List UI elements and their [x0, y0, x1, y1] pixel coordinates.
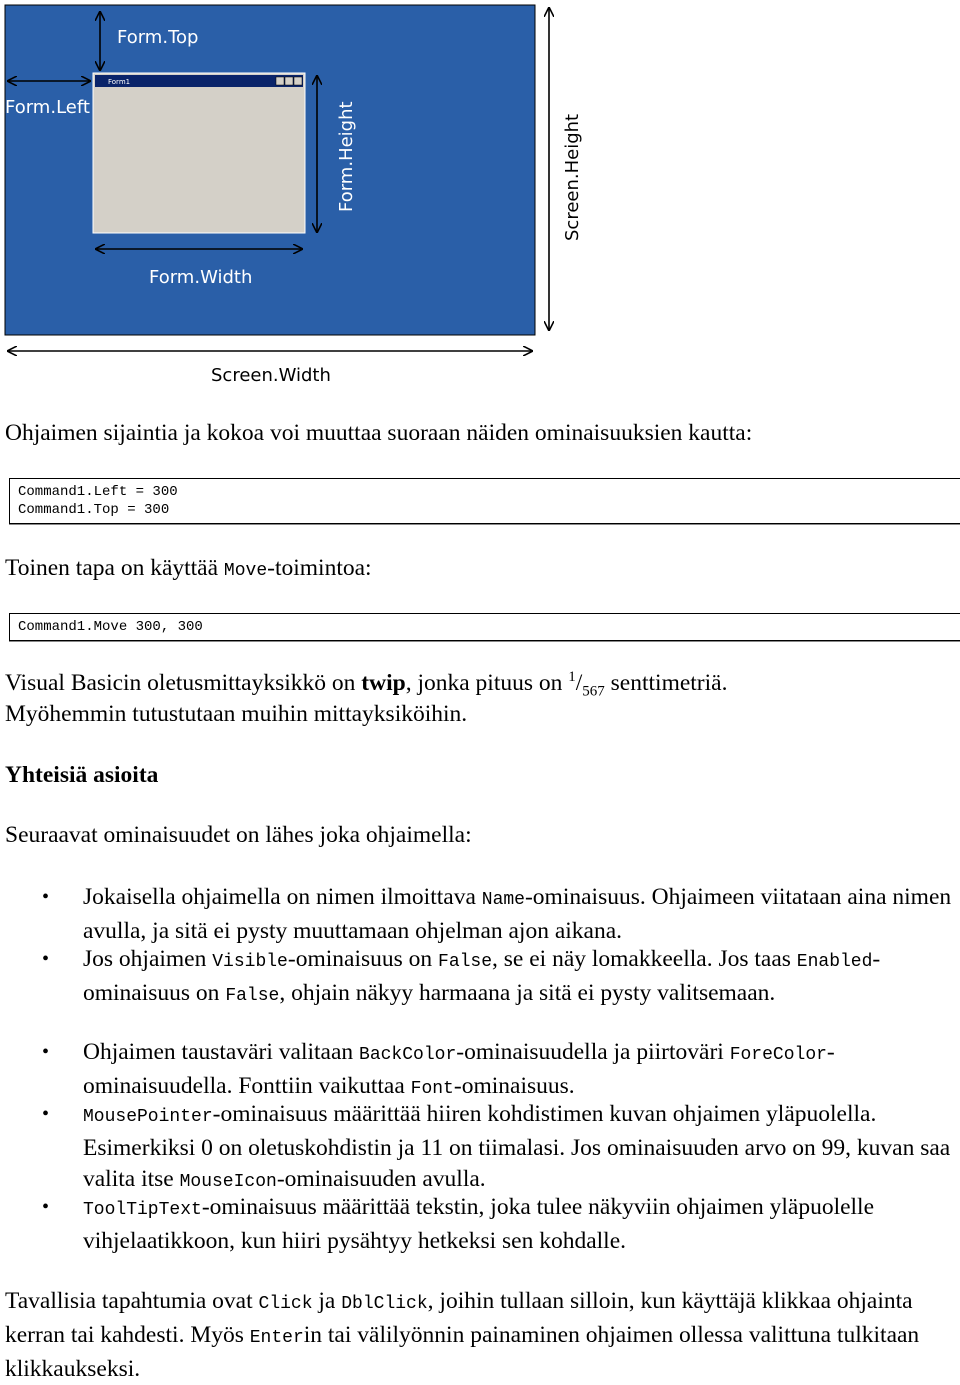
properties-list [0, 882, 960, 1254]
text-run: Tavallisia tapahtumia ovat [5, 1288, 259, 1314]
text-run: Toinen tapa on käyttää [5, 555, 224, 581]
text-run: -toimintoa: [267, 555, 372, 581]
inline-code: Enabled [796, 952, 873, 972]
move-paragraph [5, 553, 372, 587]
text-run: Ohjaimen taustaväri valitaan [83, 1039, 360, 1065]
inline-code: MousePointer [83, 1107, 213, 1127]
fraction-slash: / [575, 670, 583, 696]
inline-code: MouseIcon [179, 1172, 277, 1192]
form-left-label: Form.Left [5, 97, 90, 118]
form-window [93, 73, 305, 233]
inline-code: DblClick [341, 1294, 428, 1314]
text-run: -ominaisuus. Ohjaimeen viitataan aina nimen avulla, ja sitä ei pysty muuttamaan ohjelman ajon aikana. [83, 884, 952, 944]
code-block-position [9, 478, 960, 524]
text-run: -ominaisuudella. Fonttiin vaikuttaa [83, 1039, 835, 1099]
text-run: -ominaisuus määrittää hiiren kohdistimen kuvan ohjaimen yläpuolella. Esimerkiksi 0 on oletuskohdistin ja 11 on tiimalasi. Jos ominaisuuden arvo on 99, kuvan saa valita itse [83, 1101, 951, 1192]
screen-height-label: Screen.Height [562, 113, 583, 241]
inline-code: Click [258, 1294, 313, 1314]
form-top-label: Form.Top [117, 27, 199, 48]
inline-code: BackColor [359, 1045, 457, 1065]
text-run: , joihin tullaan silloin, kun käyttäjä klikkaa ohjainta kerran tai kahdesti. Myös [5, 1288, 913, 1348]
inline-code: Enter [249, 1328, 304, 1348]
properties-intro: Seuraavat ominaisuudet on lähes joka ohjaimella: [5, 822, 472, 848]
inline-code: Move [223, 561, 268, 581]
text-run: in tai välilyönnin painaminen ohjaimen ollessa valittuna tulkitaan klikkaukseksi. [5, 1322, 920, 1382]
text-run: -ominaisuus. [453, 1073, 575, 1099]
list-item [0, 944, 953, 1037]
text-run: Jokaisella ohjaimella on nimen ilmoittava [83, 884, 482, 910]
screen-width-label: Screen.Width [211, 365, 331, 386]
text-run: ja [312, 1288, 342, 1314]
inline-code: Name [481, 890, 525, 910]
inline-code: ForeColor [729, 1045, 827, 1065]
text-run: -ominaisuus on [83, 946, 881, 1006]
inline-code: Visible [212, 952, 288, 972]
form-width-label: Form.Width [149, 267, 253, 288]
form-height-label: Form.Height [336, 101, 357, 212]
text-run: -ominaisuudella ja piirtoväri [456, 1039, 730, 1065]
bold-term: twip [361, 670, 406, 696]
intro-paragraph: Ohjaimen sijaintia ja kokoa voi muuttaa suoraan näiden ominaisuuksien kautta: [5, 420, 753, 446]
events-paragraph [5, 1286, 955, 1385]
fraction-denominator: 567 [582, 683, 605, 700]
inline-code: Font [410, 1079, 454, 1099]
section-heading: Yhteisiä asioita [5, 762, 159, 788]
text-run: , jonka pituus on [405, 670, 569, 696]
code-line: Command1.Top = 300 [18, 502, 170, 518]
text-run: -ominaisuus on [287, 946, 439, 972]
list-item [0, 1037, 953, 1099]
code-line: Command1.Move 300, 300 [18, 619, 203, 635]
code-line: Command1.Left = 300 [18, 484, 178, 500]
text-run: Visual Basicin oletusmittayksikkö on [5, 670, 362, 696]
form-window-title: Form1 [108, 78, 131, 86]
list-item [0, 1192, 953, 1254]
list-item [0, 1099, 953, 1192]
list-item [0, 882, 953, 944]
fraction-numerator: 1 [568, 669, 576, 686]
text-run: , se ei näy lomakkeella. Jos taas [492, 946, 797, 972]
screen-form-diagram [0, 0, 590, 392]
inline-code: ToolTipText [83, 1200, 202, 1220]
text-run: -ominaisuus määrittää tekstin, joka tulee näkyviin ohjaimen yläpuolelle vihjelaatikkoon, kun hiiri pysähtyy hetkeksi sen kohdalle. [83, 1194, 875, 1254]
text-run: Jos ohjaimen [83, 946, 213, 972]
inline-code: False [225, 986, 280, 1006]
twip-paragraph [5, 668, 727, 730]
text-run: Myöhemmin tutustutaan muihin mittayksiköihin. [5, 701, 468, 727]
text-run: , ohjain näkyy harmaana ja sitä ei pysty valitsemaan. [279, 980, 776, 1006]
inline-code: False [438, 952, 493, 972]
text-run: -ominaisuuden avulla. [276, 1166, 486, 1192]
text-run: senttimetriä. [604, 670, 728, 696]
code-block-move [9, 613, 960, 641]
